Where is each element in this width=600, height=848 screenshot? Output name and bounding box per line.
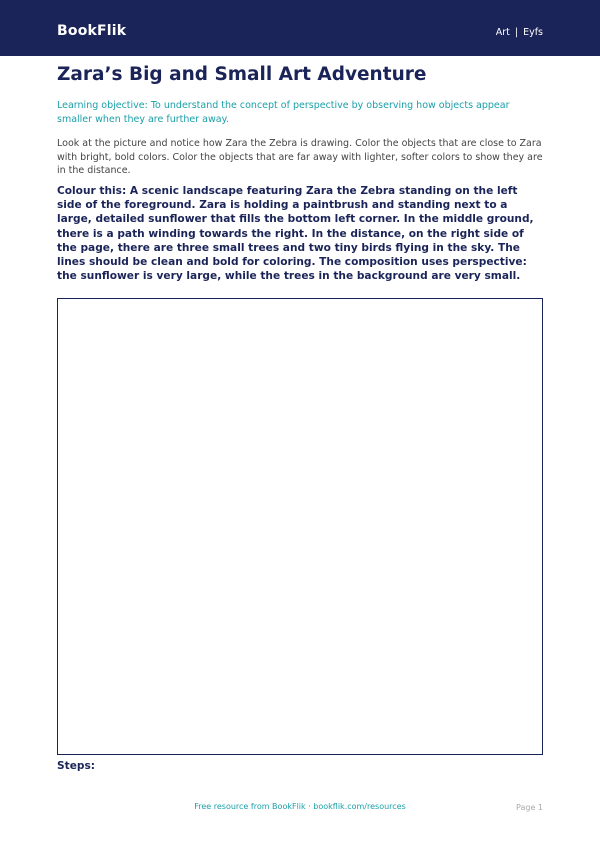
subject-tag: Art	[495, 27, 510, 38]
footer-credit[interactable]: Free resource from BookFlik · bookflik.com/resources	[194, 802, 406, 811]
colour-prompt: Colour this: A scenic landscape featuring Zara the Zebra standing on the left side of the foreground. Zara is holding a paintbrush and standing next to a large, detailed sunflower that fills the bottom left corner. In the middle ground, there is a path winding towards the right. In the distance, on the right side of the page, there are three small trees and two tiny birds flying in the sky. The lines should be clean and bold for coloring. The composition uses perspective: the sunflower is very large, while the trees in the background are very small.	[57, 185, 534, 283]
header-bar	[0, 0, 600, 56]
subject-tags	[496, 27, 543, 38]
learning-objective: Learning objective: To understand the concept of perspective by observing how objects appear smaller when they are further away.	[57, 100, 510, 125]
page-title: Zara’s Big and Small Art Adventure	[57, 64, 427, 85]
level-tag: Eyfs	[523, 27, 543, 38]
steps-heading: Steps:	[57, 760, 96, 772]
tag-separator: |	[514, 27, 519, 38]
page-number: Page 1	[516, 803, 543, 812]
instructions-text: Look at the picture and notice how Zara the Zebra is drawing. Color the objects that are close to Zara with bright, bold colors. Color the objects that are far away with lighter, softer colors to show they are in the distance.	[57, 138, 543, 176]
brand-logo-text[interactable]: BookFlik	[57, 23, 127, 39]
colouring-area	[57, 298, 543, 755]
